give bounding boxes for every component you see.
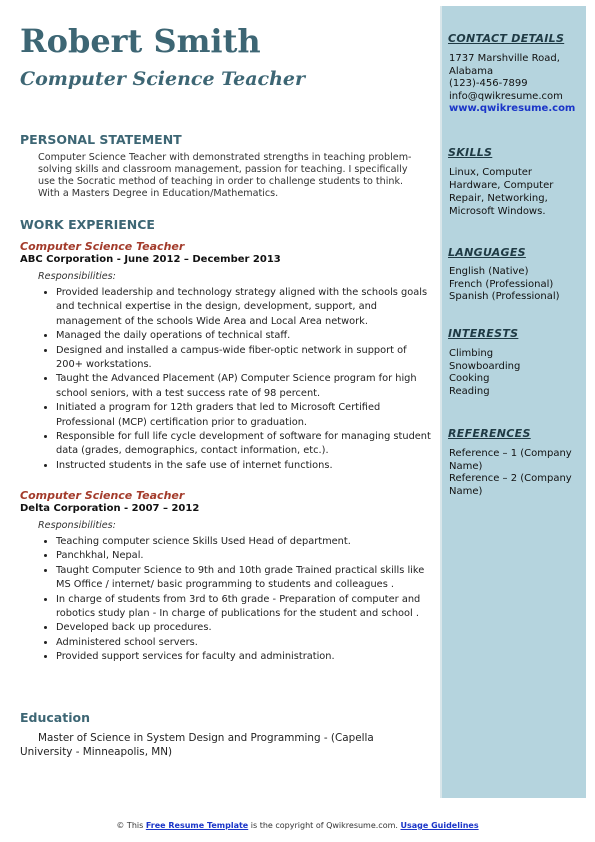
contact-website-link[interactable]: www.qwikresume.com	[449, 103, 576, 114]
list-item: • Taught the Advanced Placement (AP) Computer Science program for high school seniors, with a test success rate of 98 percent.	[56, 372, 436, 401]
job-2-company: Delta Corporation - 2007 – 2012	[20, 503, 200, 514]
job-2-responsibilities-label: Responsibilities:	[38, 520, 116, 531]
references-heading: REFERENCES	[448, 427, 531, 440]
job-2-bullet-list	[38, 535, 436, 665]
job-2-title: Computer Science Teacher	[20, 489, 185, 502]
languages-list	[449, 266, 583, 304]
contact-details-block	[449, 53, 583, 116]
list-item: • Administered school servers.	[56, 636, 436, 650]
language-item: Spanish (Professional)	[449, 291, 560, 302]
interests-heading: INTERESTS	[448, 327, 519, 340]
contact-address: 1737 Marshville Road, Alabama	[449, 53, 560, 77]
reference-item: Reference – 2 (Company Name)	[449, 473, 572, 497]
skills-text: Linux, Computer Hardware, Computer Repair, Networking, Microsoft Windows.	[449, 167, 554, 217]
work-experience-heading: WORK EXPERIENCE	[20, 217, 155, 232]
job-1-title: Computer Science Teacher	[20, 240, 185, 253]
contact-email: info@qwikresume.com	[449, 90, 563, 102]
footer-middle: is the copyright of Qwikresume.com.	[248, 821, 401, 830]
list-item: • Responsible for full life cycle development of software for managing student data (grades, demographics, contact information, etc.).	[56, 430, 436, 459]
list-item: • Taught Computer Science to 9th and 10th grade Trained practical skills like MS Office / internet/ basic programming to students and colleagues .	[56, 564, 436, 593]
education-heading: Education	[20, 710, 90, 725]
resume-name: Robert Smith	[20, 22, 261, 60]
list-item: • Managed the daily operations of technical staff.	[56, 329, 436, 343]
free-resume-template-link[interactable]: Free Resume Template	[145, 821, 249, 830]
languages-heading: LANGUAGES	[448, 246, 526, 259]
references-list	[449, 448, 583, 498]
interest-item: Reading	[449, 385, 490, 397]
usage-guidelines-link[interactable]: Usage Guidelines	[400, 821, 479, 830]
footer-copyright	[0, 821, 595, 830]
language-item: English (Native)	[449, 266, 529, 277]
interest-item: Snowboarding	[449, 360, 521, 372]
list-item: • Panchkhal, Nepal.	[56, 549, 436, 563]
list-item: • Instructed students in the safe use of internet functions.	[56, 459, 436, 473]
language-item: French (Professional)	[449, 278, 554, 290]
resume-job-title: Computer Science Teacher	[20, 68, 306, 90]
contact-details-heading: CONTACT DETAILS	[448, 32, 565, 45]
list-item: • Provided leadership and technology strategy aligned with the schools goals and technical expertise in the design, development, support, and management of the schools Wide Area and Local Area network.	[56, 286, 436, 329]
interest-item: Cooking	[449, 373, 490, 384]
personal-statement-heading: PERSONAL STATEMENT	[20, 132, 182, 147]
list-item: • Designed and installed a campus-wide fiber-optic network in support of 200+ workstations.	[56, 344, 436, 373]
list-item: • Developed back up procedures.	[56, 621, 436, 635]
interest-item: Climbing	[449, 348, 494, 359]
interests-list	[449, 348, 583, 398]
job-1-company: ABC Corporation - June 2012 – December 2013	[20, 254, 281, 265]
education-text: Master of Science in System Design and Programming - (Capella University - Minneapolis, MN)	[20, 732, 374, 758]
personal-statement-text: Computer Science Teacher with demonstrated strengths in teaching problem-solving skills and classroom management, passion for teaching. I specifically use the Socratic method of teaching in order to challenge students to think. With a Masters Degree in Education/Mathematics.	[38, 152, 412, 199]
list-item: • Initiated a program for 12th graders that led to Microsoft Certified Professional (MCP) certification prior to graduation.	[56, 401, 436, 430]
list-item: • In charge of students from 3rd to 6th grade - Preparation of computer and robotics study plan - In charge of publications for the student and school .	[56, 593, 436, 622]
sidebar-panel	[440, 6, 586, 798]
list-item: • Teaching computer science Skills Used Head of department.	[56, 535, 436, 549]
contact-phone: (123)-456-7899	[449, 78, 528, 89]
job-1-bullet-list	[38, 286, 436, 473]
skills-heading: SKILLS	[448, 146, 493, 159]
reference-item: Reference – 1 (Company Name)	[449, 448, 572, 472]
list-item: • Provided support services for faculty and administration.	[56, 650, 436, 664]
job-1-responsibilities-label: Responsibilities:	[38, 271, 116, 282]
footer-prefix: © This	[116, 821, 146, 830]
